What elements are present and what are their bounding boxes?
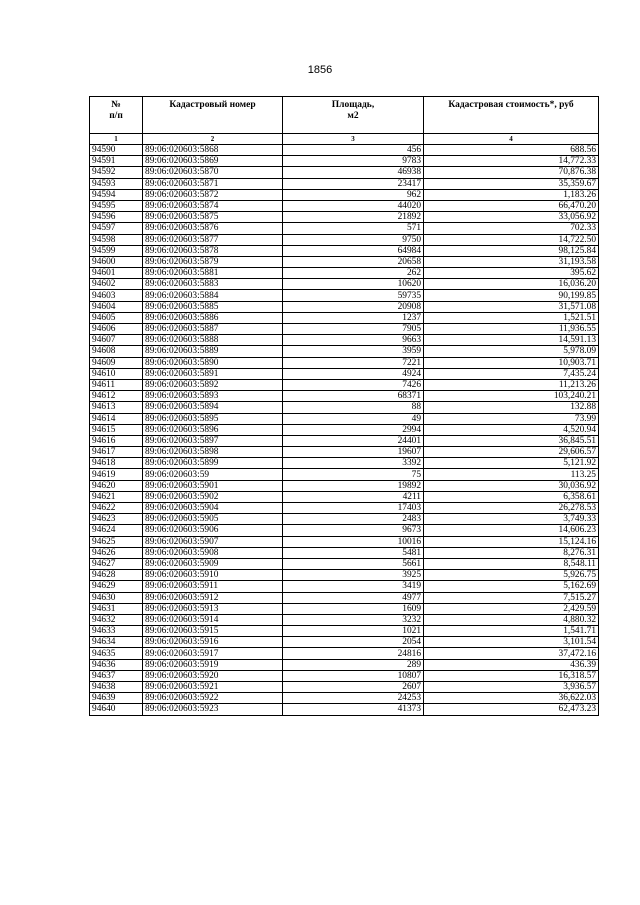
- cadastral-cost-cell: 702.33: [424, 223, 599, 234]
- area-cell: 456: [283, 145, 424, 156]
- table-row: [90, 570, 599, 581]
- row-number-cell: 94627: [90, 558, 143, 569]
- cadastral-cost-cell: 16,318.57: [424, 670, 599, 681]
- area-cell: 4924: [283, 368, 424, 379]
- table-row: [90, 200, 599, 211]
- table-row: [90, 514, 599, 525]
- cadastral-cost-cell: 36,845.51: [424, 435, 599, 446]
- cadastral-number-cell: 89:06:020603:5874: [143, 200, 283, 211]
- column-number: 3: [283, 134, 424, 145]
- cadastral-number-cell: 89:06:020603:5920: [143, 670, 283, 681]
- table-row: [90, 223, 599, 234]
- row-number-cell: 94593: [90, 178, 143, 189]
- row-number-cell: 94607: [90, 335, 143, 346]
- area-cell: 3419: [283, 581, 424, 592]
- cadastral-cost-cell: 36,622.03: [424, 693, 599, 704]
- row-number-cell: 94623: [90, 514, 143, 525]
- cadastral-number-cell: 89:06:020603:5871: [143, 178, 283, 189]
- cadastral-cost-cell: 436.39: [424, 659, 599, 670]
- table-row: [90, 290, 599, 301]
- cadastral-number-cell: 89:06:020603:5893: [143, 391, 283, 402]
- row-number-cell: 94595: [90, 200, 143, 211]
- table-row: [90, 503, 599, 514]
- cadastral-cost-cell: 15,124.16: [424, 536, 599, 547]
- cadastral-number-cell: 89:06:020603:59: [143, 469, 283, 480]
- cadastral-cost-cell: 33,056.92: [424, 212, 599, 223]
- cadastral-cost-cell: 4,520.94: [424, 424, 599, 435]
- table-row: [90, 682, 599, 693]
- area-cell: 19607: [283, 447, 424, 458]
- area-cell: 4977: [283, 592, 424, 603]
- row-number-cell: 94614: [90, 413, 143, 424]
- area-cell: 1237: [283, 312, 424, 323]
- cadastral-number-cell: 89:06:020603:5884: [143, 290, 283, 301]
- row-number-cell: 94617: [90, 447, 143, 458]
- area-cell: 10016: [283, 536, 424, 547]
- cadastral-number-cell: 89:06:020603:5910: [143, 570, 283, 581]
- cadastral-number-cell: 89:06:020603:5876: [143, 223, 283, 234]
- table-row: [90, 234, 599, 245]
- cadastral-number-cell: 89:06:020603:5923: [143, 704, 283, 715]
- area-cell: 962: [283, 189, 424, 200]
- cadastral-number-cell: 89:06:020603:5883: [143, 279, 283, 290]
- cadastral-cost-cell: 14,591.13: [424, 335, 599, 346]
- table-row: [90, 637, 599, 648]
- row-number-cell: 94606: [90, 324, 143, 335]
- area-cell: 24401: [283, 435, 424, 446]
- area-cell: 24253: [283, 693, 424, 704]
- row-number-cell: 94620: [90, 480, 143, 491]
- cadastral-register-table: [89, 96, 599, 716]
- table-row: [90, 312, 599, 323]
- cadastral-number-cell: 89:06:020603:5898: [143, 447, 283, 458]
- header-cadastral-cost: Кадастровая стоимость*, руб: [424, 97, 599, 134]
- area-cell: 41373: [283, 704, 424, 715]
- row-number-cell: 94591: [90, 156, 143, 167]
- area-cell: 5481: [283, 547, 424, 558]
- table-row: [90, 391, 599, 402]
- row-number-cell: 94618: [90, 458, 143, 469]
- cadastral-number-cell: 89:06:020603:5921: [143, 682, 283, 693]
- cadastral-number-cell: 89:06:020603:5869: [143, 156, 283, 167]
- cadastral-cost-cell: 31,193.58: [424, 256, 599, 267]
- cadastral-number-cell: 89:06:020603:5886: [143, 312, 283, 323]
- row-number-cell: 94619: [90, 469, 143, 480]
- cadastral-cost-cell: 6,358.61: [424, 491, 599, 502]
- table-row: [90, 357, 599, 368]
- area-cell: 9663: [283, 335, 424, 346]
- table-row: [90, 558, 599, 569]
- area-cell: 68371: [283, 391, 424, 402]
- row-number-cell: 94632: [90, 614, 143, 625]
- cadastral-cost-cell: 688.56: [424, 145, 599, 156]
- table-row: [90, 301, 599, 312]
- row-number-cell: 94630: [90, 592, 143, 603]
- table-row: [90, 592, 599, 603]
- row-number-cell: 94613: [90, 402, 143, 413]
- row-number-cell: 94610: [90, 368, 143, 379]
- cadastral-number-cell: 89:06:020603:5917: [143, 648, 283, 659]
- cadastral-cost-cell: 90,199.85: [424, 290, 599, 301]
- row-number-cell: 94624: [90, 525, 143, 536]
- cadastral-cost-cell: 66,470.20: [424, 200, 599, 211]
- row-number-cell: 94594: [90, 189, 143, 200]
- table-row: [90, 402, 599, 413]
- area-cell: 20908: [283, 301, 424, 312]
- area-cell: 75: [283, 469, 424, 480]
- row-number-cell: 94601: [90, 268, 143, 279]
- cadastral-number-cell: 89:06:020603:5907: [143, 536, 283, 547]
- cadastral-number-cell: 89:06:020603:5877: [143, 234, 283, 245]
- column-number: 4: [424, 134, 599, 145]
- area-cell: 3392: [283, 458, 424, 469]
- table-row: [90, 525, 599, 536]
- area-cell: 5661: [283, 558, 424, 569]
- cadastral-cost-cell: 5,162.69: [424, 581, 599, 592]
- cadastral-cost-cell: 3,936.57: [424, 682, 599, 693]
- cadastral-number-cell: 89:06:020603:5919: [143, 659, 283, 670]
- table-row: [90, 368, 599, 379]
- area-cell: 289: [283, 659, 424, 670]
- table-row: [90, 145, 599, 156]
- cadastral-cost-cell: 3,749.33: [424, 514, 599, 525]
- cadastral-number-cell: 89:06:020603:5901: [143, 480, 283, 491]
- table-row: [90, 346, 599, 357]
- row-number-cell: 94639: [90, 693, 143, 704]
- row-number-cell: 94598: [90, 234, 143, 245]
- area-cell: 2054: [283, 637, 424, 648]
- table-row: [90, 659, 599, 670]
- table-row: [90, 693, 599, 704]
- row-number-cell: 94602: [90, 279, 143, 290]
- cadastral-number-cell: 89:06:020603:5916: [143, 637, 283, 648]
- table-row: [90, 536, 599, 547]
- area-cell: 1609: [283, 603, 424, 614]
- cadastral-cost-cell: 10,903.71: [424, 357, 599, 368]
- table-row: [90, 704, 599, 715]
- cadastral-number-cell: 89:06:020603:5885: [143, 301, 283, 312]
- cadastral-number-cell: 89:06:020603:5897: [143, 435, 283, 446]
- cadastral-number-cell: 89:06:020603:5868: [143, 145, 283, 156]
- row-number-cell: 94631: [90, 603, 143, 614]
- cadastral-cost-cell: 37,472.16: [424, 648, 599, 659]
- area-cell: 571: [283, 223, 424, 234]
- cadastral-number-cell: 89:06:020603:5908: [143, 547, 283, 558]
- row-number-cell: 94616: [90, 435, 143, 446]
- cadastral-number-cell: 89:06:020603:5887: [143, 324, 283, 335]
- cadastral-cost-cell: 11,213.26: [424, 379, 599, 390]
- header-area: Площадь, м2: [283, 97, 424, 134]
- header-cadastral-number: Кадастровый номер: [143, 97, 283, 134]
- table-row: [90, 245, 599, 256]
- table-row: [90, 268, 599, 279]
- area-cell: 10620: [283, 279, 424, 290]
- cadastral-cost-cell: 8,276.31: [424, 547, 599, 558]
- table-row: [90, 279, 599, 290]
- row-number-cell: 94592: [90, 167, 143, 178]
- cadastral-number-cell: 89:06:020603:5906: [143, 525, 283, 536]
- cadastral-cost-cell: 5,926.75: [424, 570, 599, 581]
- row-number-cell: 94599: [90, 245, 143, 256]
- cadastral-cost-cell: 30,036.92: [424, 480, 599, 491]
- row-number-cell: 94615: [90, 424, 143, 435]
- row-number-cell: 94628: [90, 570, 143, 581]
- table-header: [90, 97, 599, 145]
- table-row: [90, 603, 599, 614]
- table-row: [90, 212, 599, 223]
- cadastral-cost-cell: 132.88: [424, 402, 599, 413]
- cadastral-number-cell: 89:06:020603:5915: [143, 626, 283, 637]
- cadastral-number-cell: 89:06:020603:5894: [143, 402, 283, 413]
- table-row: [90, 469, 599, 480]
- area-cell: 46938: [283, 167, 424, 178]
- row-number-cell: 94635: [90, 648, 143, 659]
- table-row: [90, 424, 599, 435]
- cadastral-number-cell: 89:06:020603:5896: [143, 424, 283, 435]
- cadastral-cost-cell: 70,876.38: [424, 167, 599, 178]
- cadastral-cost-cell: 7,515.27: [424, 592, 599, 603]
- area-cell: 3232: [283, 614, 424, 625]
- cadastral-number-cell: 89:06:020603:5902: [143, 491, 283, 502]
- column-number: 1: [90, 134, 143, 145]
- area-cell: 19892: [283, 480, 424, 491]
- header-row: [90, 97, 599, 134]
- cadastral-number-cell: 89:06:020603:5912: [143, 592, 283, 603]
- area-cell: 3925: [283, 570, 424, 581]
- table-row: [90, 324, 599, 335]
- cadastral-number-cell: 89:06:020603:5888: [143, 335, 283, 346]
- column-number-row: [90, 134, 599, 145]
- area-cell: 2483: [283, 514, 424, 525]
- row-number-cell: 94634: [90, 637, 143, 648]
- cadastral-cost-cell: 14,772.33: [424, 156, 599, 167]
- cadastral-cost-cell: 113.25: [424, 469, 599, 480]
- area-cell: 24816: [283, 648, 424, 659]
- cadastral-number-cell: 89:06:020603:5914: [143, 614, 283, 625]
- row-number-cell: 94596: [90, 212, 143, 223]
- area-cell: 4211: [283, 491, 424, 502]
- area-cell: 17403: [283, 503, 424, 514]
- area-cell: 88: [283, 402, 424, 413]
- table-row: [90, 335, 599, 346]
- cadastral-cost-cell: 16,036.20: [424, 279, 599, 290]
- table-row: [90, 379, 599, 390]
- row-number-cell: 94626: [90, 547, 143, 558]
- cadastral-cost-cell: 1,521.51: [424, 312, 599, 323]
- row-number-cell: 94611: [90, 379, 143, 390]
- cadastral-cost-cell: 29,606.57: [424, 447, 599, 458]
- cadastral-number-cell: 89:06:020603:5872: [143, 189, 283, 200]
- area-cell: 23417: [283, 178, 424, 189]
- area-cell: 64984: [283, 245, 424, 256]
- row-number-cell: 94590: [90, 145, 143, 156]
- cadastral-number-cell: 89:06:020603:5875: [143, 212, 283, 223]
- cadastral-number-cell: 89:06:020603:5890: [143, 357, 283, 368]
- area-cell: 7426: [283, 379, 424, 390]
- page-number: 1856: [307, 64, 333, 76]
- cadastral-cost-cell: 98,125.84: [424, 245, 599, 256]
- cadastral-cost-cell: 14,722.50: [424, 234, 599, 245]
- cadastral-cost-cell: 7,435.24: [424, 368, 599, 379]
- area-cell: 59735: [283, 290, 424, 301]
- row-number-cell: 94621: [90, 491, 143, 502]
- row-number-cell: 94612: [90, 391, 143, 402]
- cadastral-number-cell: 89:06:020603:5889: [143, 346, 283, 357]
- row-number-cell: 94600: [90, 256, 143, 267]
- table-row: [90, 480, 599, 491]
- table-row: [90, 670, 599, 681]
- row-number-cell: 94633: [90, 626, 143, 637]
- table-row: [90, 156, 599, 167]
- cadastral-cost-cell: 73.99: [424, 413, 599, 424]
- cadastral-number-cell: 89:06:020603:5881: [143, 268, 283, 279]
- cadastral-number-cell: 89:06:020603:5895: [143, 413, 283, 424]
- area-cell: 7221: [283, 357, 424, 368]
- area-cell: 9783: [283, 156, 424, 167]
- table-row: [90, 167, 599, 178]
- table-row: [90, 256, 599, 267]
- cadastral-cost-cell: 2,429.59: [424, 603, 599, 614]
- cadastral-cost-cell: 3,101.54: [424, 637, 599, 648]
- cadastral-number-cell: 89:06:020603:5878: [143, 245, 283, 256]
- table-row: [90, 614, 599, 625]
- cadastral-number-cell: 89:06:020603:5911: [143, 581, 283, 592]
- cadastral-cost-cell: 14,606.23: [424, 525, 599, 536]
- table-row: [90, 447, 599, 458]
- cadastral-cost-cell: 31,571.08: [424, 301, 599, 312]
- area-cell: 9750: [283, 234, 424, 245]
- table-row: [90, 178, 599, 189]
- area-cell: 7905: [283, 324, 424, 335]
- cadastral-number-cell: 89:06:020603:5892: [143, 379, 283, 390]
- area-cell: 2994: [283, 424, 424, 435]
- row-number-cell: 94608: [90, 346, 143, 357]
- row-number-cell: 94637: [90, 670, 143, 681]
- row-number-cell: 94609: [90, 357, 143, 368]
- cadastral-cost-cell: 5,121.92: [424, 458, 599, 469]
- table-row: [90, 413, 599, 424]
- area-cell: 21892: [283, 212, 424, 223]
- row-number-cell: 94625: [90, 536, 143, 547]
- table-row: [90, 626, 599, 637]
- row-number-cell: 94597: [90, 223, 143, 234]
- row-number-cell: 94605: [90, 312, 143, 323]
- cadastral-number-cell: 89:06:020603:5909: [143, 558, 283, 569]
- area-cell: 1021: [283, 626, 424, 637]
- cadastral-cost-cell: 5,978.09: [424, 346, 599, 357]
- cadastral-cost-cell: 1,541.71: [424, 626, 599, 637]
- area-cell: 9673: [283, 525, 424, 536]
- cadastral-cost-cell: 11,936.55: [424, 324, 599, 335]
- cadastral-cost-cell: 395.62: [424, 268, 599, 279]
- table-row: [90, 435, 599, 446]
- cadastral-cost-cell: 35,359.67: [424, 178, 599, 189]
- cadastral-cost-cell: 26,278.53: [424, 503, 599, 514]
- cadastral-cost-cell: 1,183.26: [424, 189, 599, 200]
- table-row: [90, 189, 599, 200]
- table-body: [90, 145, 599, 716]
- cadastral-cost-cell: 62,473.23: [424, 704, 599, 715]
- row-number-cell: 94640: [90, 704, 143, 715]
- row-number-cell: 94638: [90, 682, 143, 693]
- cadastral-cost-cell: 8,548.11: [424, 558, 599, 569]
- area-cell: 49: [283, 413, 424, 424]
- table-row: [90, 581, 599, 592]
- row-number-cell: 94604: [90, 301, 143, 312]
- row-number-cell: 94636: [90, 659, 143, 670]
- cadastral-number-cell: 89:06:020603:5905: [143, 514, 283, 525]
- area-cell: 44020: [283, 200, 424, 211]
- area-cell: 262: [283, 268, 424, 279]
- table-row: [90, 547, 599, 558]
- area-cell: 2607: [283, 682, 424, 693]
- cadastral-number-cell: 89:06:020603:5899: [143, 458, 283, 469]
- cadastral-cost-cell: 103,240.21: [424, 391, 599, 402]
- table-row: [90, 458, 599, 469]
- row-number-cell: 94603: [90, 290, 143, 301]
- cadastral-number-cell: 89:06:020603:5922: [143, 693, 283, 704]
- row-number-cell: 94629: [90, 581, 143, 592]
- cadastral-number-cell: 89:06:020603:5913: [143, 603, 283, 614]
- cadastral-number-cell: 89:06:020603:5879: [143, 256, 283, 267]
- column-number: 2: [143, 134, 283, 145]
- row-number-cell: 94622: [90, 503, 143, 514]
- header-row-number: № п/п: [90, 97, 143, 134]
- area-cell: 10807: [283, 670, 424, 681]
- cadastral-number-cell: 89:06:020603:5904: [143, 503, 283, 514]
- cadastral-cost-cell: 4,880.32: [424, 614, 599, 625]
- area-cell: 3959: [283, 346, 424, 357]
- cadastral-number-cell: 89:06:020603:5891: [143, 368, 283, 379]
- table-row: [90, 491, 599, 502]
- table-row: [90, 648, 599, 659]
- cadastral-number-cell: 89:06:020603:5870: [143, 167, 283, 178]
- area-cell: 20658: [283, 256, 424, 267]
